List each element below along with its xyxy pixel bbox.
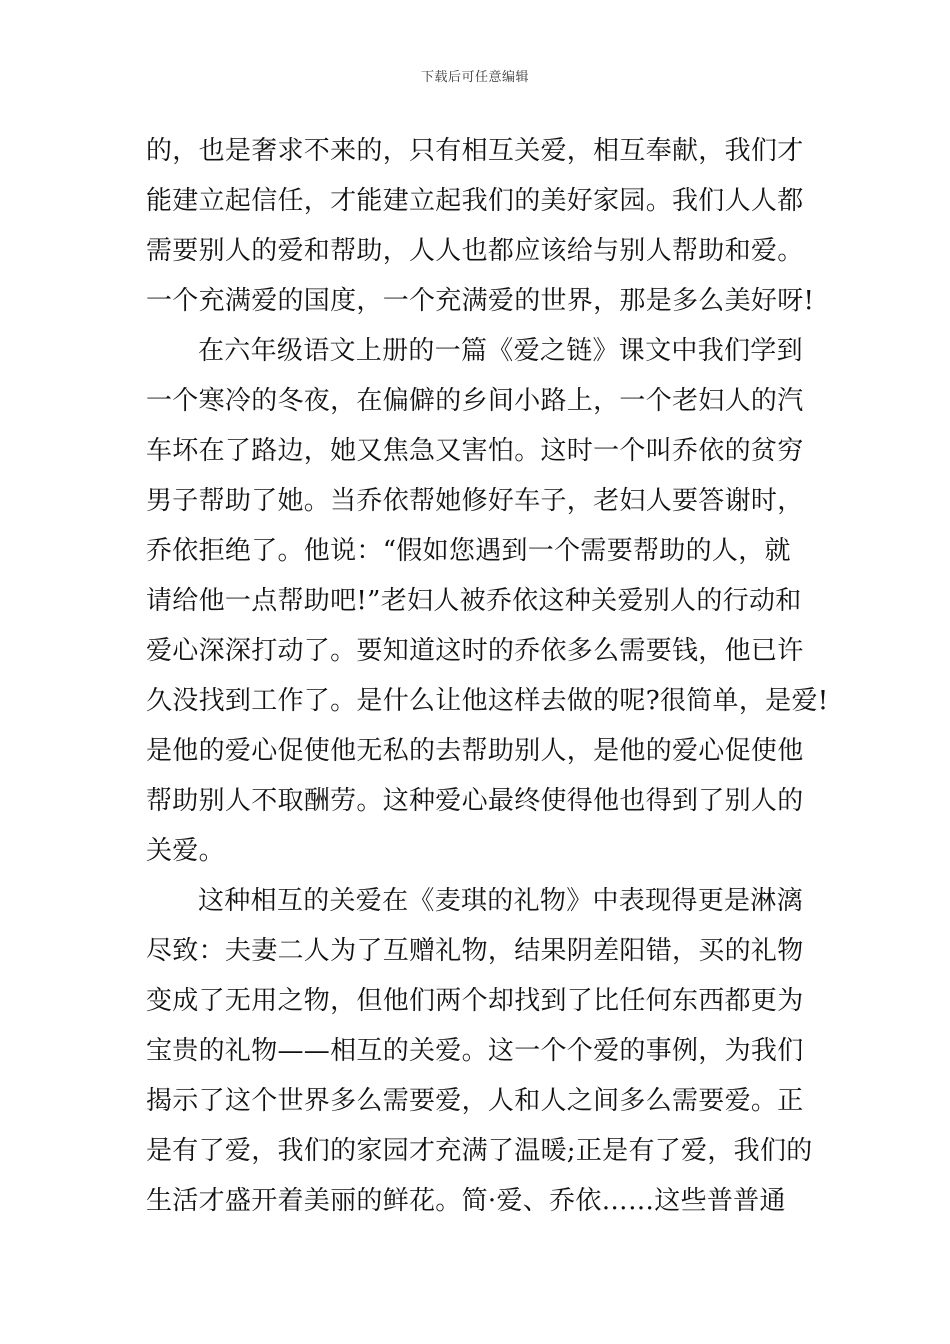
text-line: 需要别人的爱和帮助，人人也都应该给与别人帮助和爱。 <box>146 236 804 266</box>
text-line: 宝贵的礼物——相互的关爱。这一个个爱的事例，为我们 <box>146 1036 804 1066</box>
document-body <box>146 126 829 1226</box>
paragraph-start-line: 在六年级语文上册的一篇《爱之链》课文中我们学到 <box>198 336 803 366</box>
text-line: 是有了爱，我们的家园才充满了温暖;正是有了爱，我们的 <box>146 1136 813 1166</box>
text-line: 能建立起信任，才能建立起我们的美好家园。我们人人都 <box>146 186 804 216</box>
text-line: 久没找到工作了。是什么让他这样去做的呢?很简单，是爱! <box>146 686 829 716</box>
text-line: 变成了无用之物，但他们两个却找到了比任何东西都更为 <box>146 986 804 1016</box>
text-line: 尽致：夫妻二人为了互赠礼物，结果阴差阳错，买的礼物 <box>146 936 804 966</box>
text-line: 车坏在了路边，她又焦急又害怕。这时一个叫乔依的贫穷 <box>146 436 804 466</box>
text-line: 的，也是奢求不来的，只有相互关爱，相互奉献，我们才 <box>146 136 804 166</box>
text-line: 乔依拒绝了。他说：“假如您遇到一个需要帮助的人，就 <box>146 536 791 566</box>
text-line: 一个寒冷的冬夜，在偏僻的乡间小路上，一个老妇人的汽 <box>146 386 804 416</box>
text-line: 帮助别人不取酬劳。这种爱心最终使得他也得到了别人的 <box>146 786 804 816</box>
page-header: 下载后可任意编辑 <box>420 70 529 85</box>
text-line: 男子帮助了她。当乔依帮她修好车子，老妇人要答谢时， <box>146 486 804 516</box>
text-line: 生活才盛开着美丽的鲜花。简·爱、乔依……这些普普通 <box>146 1186 786 1216</box>
paragraph-start-line: 这种相互的关爱在《麦琪的礼物》中表现得更是淋漓 <box>198 886 803 916</box>
text-line: 揭示了这个世界多么需要爱，人和人之间多么需要爱。正 <box>146 1086 804 1116</box>
text-line: 关爱。 <box>146 836 225 866</box>
text-line: 是他的爱心促使他无私的去帮助别人，是他的爱心促使他 <box>146 736 804 766</box>
text-line: 请给他一点帮助吧!”老妇人被乔依这种关爱别人的行动和 <box>146 586 802 616</box>
text-line: 一个充满爱的国度，一个充满爱的世界，那是多么美好呀! <box>146 286 815 316</box>
text-line: 爱心深深打动了。要知道这时的乔依多么需要钱，他已许 <box>146 636 804 666</box>
